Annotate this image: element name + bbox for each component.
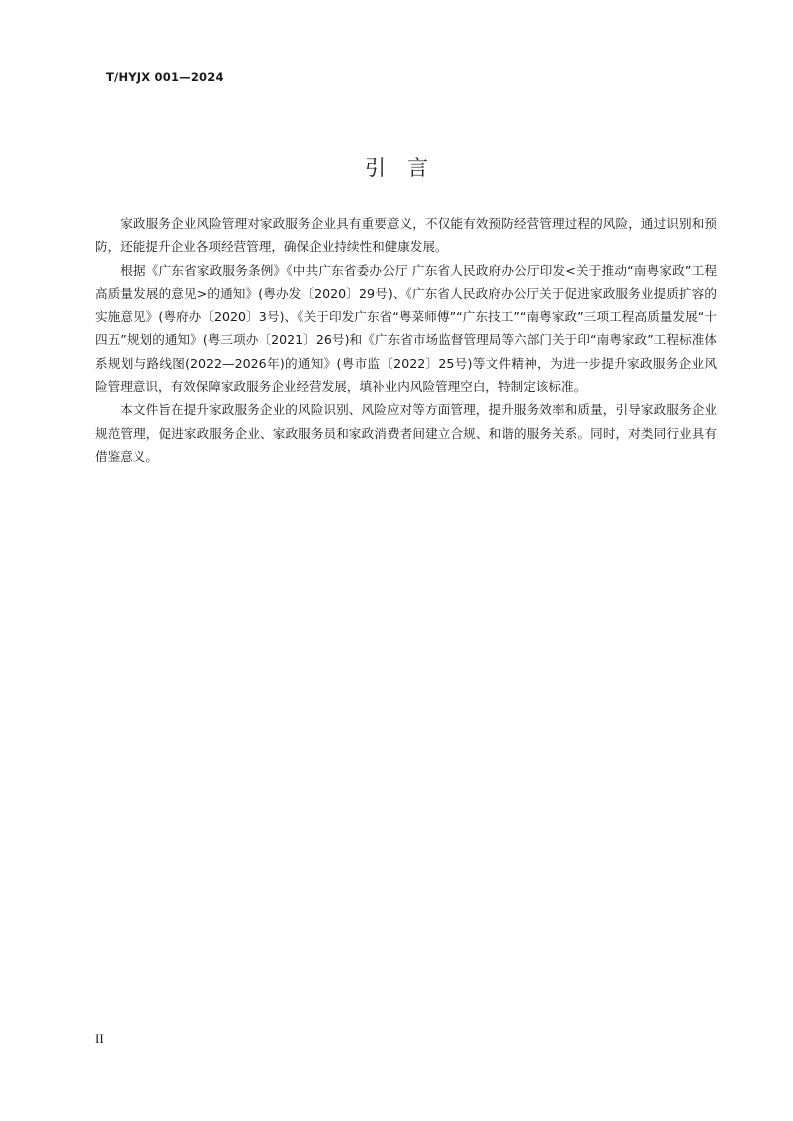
section-title: 引言 bbox=[365, 156, 449, 180]
paragraph-intro: 家政服务企业风险管理对家政服务企业具有重要意义，不仅能有效预防经营管理过程的风险，通过识别和预防，还能提升企业各项经营管理，确保企业持续性和健康发展。 bbox=[95, 216, 717, 255]
page-number: II bbox=[95, 1031, 104, 1046]
body-text bbox=[95, 212, 717, 468]
document-code: T/HYJX 001—2024 bbox=[106, 70, 224, 84]
paragraph-basis: 根据《广东省家政服务条例》《中共广东省委办公厅 广东省人民政府办公厅印发<关于推动“南粤家政”工程高质量发展的意见>的通知》(粤办发〔2020〕29号)、《广东省人民政府办公厅关于促进家政服务业提质扩容的实施意见》(粤府办〔2020〕3号)、《关于印发广东省“粤菜师傅”“广东技工”“南粤家政”三项工程高质量发展“十四五”规划的通知》(粤三项办〔2021〕26号)和《广东省市场监督管理局等六部门关于印“南粤家政”工程标准体系规划与路线图(2022—2026年)的通知》(粤市监〔2022〕25号)等文件精神，为进一步提升家政服务企业风险管理意识，有效保障家政服务企业经营发展，填补业内风险管理空白，特制定该标准。 bbox=[95, 262, 717, 395]
paragraph-purpose: 本文件旨在提升家政服务企业的风险识别、风险应对等方面管理，提升服务效率和质量，引导家政服务企业规范管理，促进家政服务企业、家政服务员和家政消费者间建立合规、和谐的服务关系。同时，对类同行业具有借鉴意义。 bbox=[95, 402, 717, 464]
